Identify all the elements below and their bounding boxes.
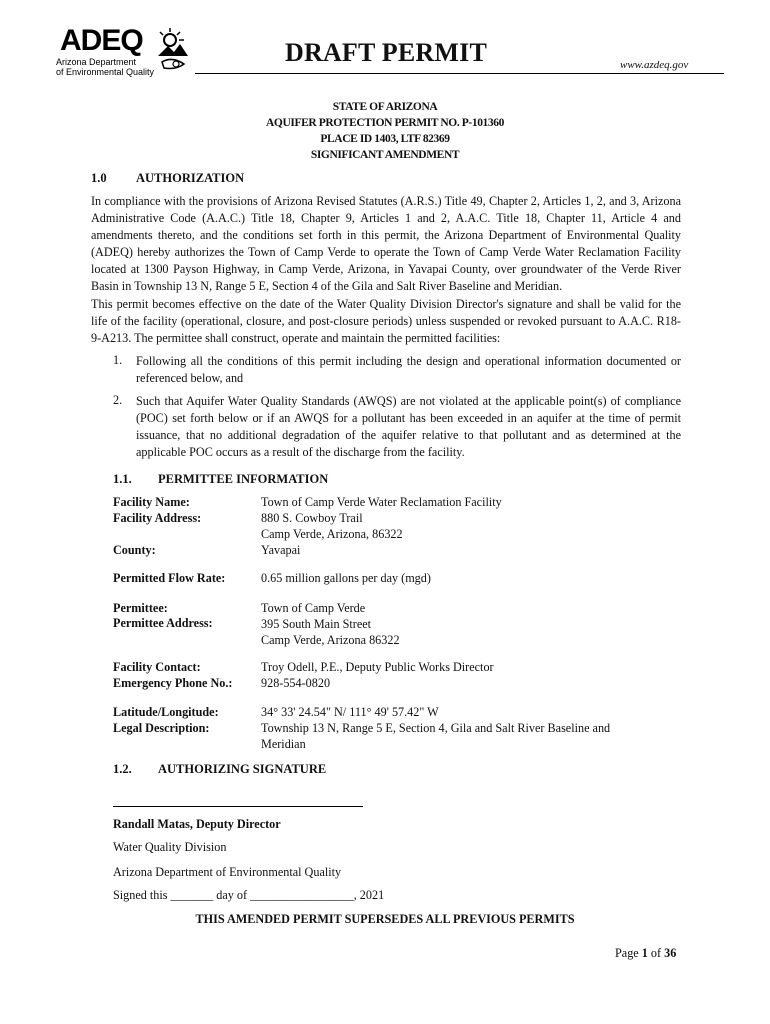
signatory-department: Arizona Department of Environmental Quality bbox=[113, 865, 342, 879]
emergency-phone-value: 928-554-0820 bbox=[261, 676, 331, 690]
permittee-value bbox=[261, 600, 681, 648]
list-number: 2. bbox=[113, 393, 123, 407]
website-link[interactable]: www.azdeq.gov bbox=[620, 59, 689, 71]
page-current: 1 bbox=[641, 946, 648, 960]
authorization-paragraph-2: This permit becomes effective on the date of the Water Quality Division Director's signature and shall be valid for the life of the facility (operational, closure, and post-closure periods) unless suspended or revoked pursuant to A.A.C. R18-9-A213. The permittee shall construct, operate and maintain the permitted facilities: bbox=[91, 297, 681, 345]
legal-description-line2: Meridian bbox=[261, 737, 306, 751]
location-value bbox=[261, 704, 681, 752]
signatory-name: Randall Matas, Deputy Director bbox=[113, 817, 281, 831]
logo-subtitle-line1: Arizona Department bbox=[56, 57, 137, 67]
authorization-paragraph-1: In compliance with the provisions of Arizona Revised Statutes (A.R.S.) Title 49, Chapter 2, Articles 1, 2, and 3, Arizona Administrative Code (A.A.C.) Title 18, Chapter 9, Articles 1 and 2, A.A.C. Title 18, Chapter 11, Article 4 and amendments thereto, and the conditions set forth in this permit, the Arizona Department of Environmental Quality (ADEQ) hereby authorizes the Town of Camp Verde to operate the Town of Camp Verde Water Reclamation Facility located at 1300 Payson Highway, in Camp Verde, Arizona, in Yavapai County, over groundwater of the Verde River Basin in Township 13 N, Range 5 E, Section 4 of the Gila and Salt River Baseline and Meridian. bbox=[91, 194, 681, 293]
county-value: Yavapai bbox=[261, 543, 301, 557]
latlong-value: 34° 33' 24.54" N/ 111° 49' 57.42" W bbox=[261, 705, 439, 719]
facility-name-value bbox=[261, 494, 681, 558]
emergency-phone-label: Emergency Phone No.: bbox=[113, 676, 233, 690]
signature-line[interactable] bbox=[113, 806, 363, 807]
facility-name-text: Town of Camp Verde Water Reclamation Facility bbox=[261, 495, 502, 509]
title-line-place-id: PLACE ID 1403, LTF 82369 bbox=[320, 133, 450, 145]
section-permittee-heading bbox=[113, 472, 328, 487]
permittee-address-label: Permittee Address: bbox=[113, 616, 213, 630]
list-number: 1. bbox=[113, 353, 123, 367]
section-number: 1.2. bbox=[113, 762, 132, 776]
section-number: 1.1. bbox=[113, 472, 132, 486]
title-line-permit-number: AQUIFER PROTECTION PERMIT NO. P-101360 bbox=[266, 117, 504, 129]
facility-address-label: Facility Address: bbox=[113, 511, 202, 525]
section-signature-heading bbox=[113, 762, 326, 777]
page-title: DRAFT PERMIT bbox=[285, 38, 487, 67]
latlong-label: Latitude/Longitude: bbox=[113, 705, 219, 719]
section-title: AUTHORIZATION bbox=[136, 171, 245, 185]
section-title: PERMITTEE INFORMATION bbox=[158, 472, 329, 486]
facility-address-line1: 880 S. Cowboy Trail bbox=[261, 511, 363, 525]
page-of: of bbox=[650, 946, 662, 960]
sun-mountain-icon bbox=[154, 26, 190, 72]
section-title: AUTHORIZING SIGNATURE bbox=[158, 762, 327, 776]
title-line-amendment: SIGNIFICANT AMENDMENT bbox=[310, 149, 460, 161]
permit-title-block bbox=[0, 99, 770, 163]
county-label: County: bbox=[113, 543, 156, 557]
contact-value bbox=[261, 659, 681, 691]
page-number bbox=[615, 946, 676, 961]
list-item: Following all the conditions of this permit including the design and operational information documented or referenced below, and bbox=[136, 354, 681, 385]
supersedes-notice: THIS AMENDED PERMIT SUPERSEDES ALL PREVIOUS PERMITS bbox=[195, 912, 575, 926]
flow-rate-value: 0.65 million gallons per day (mgd) bbox=[261, 571, 431, 585]
list-item: Such that Aquifer Water Quality Standards (AWQS) are not violated at the applicable point(s) of compliance (POC) set forth below or if an AWQS for a pollutant has been exceeded in an aquifer at the time of permit issuance, that no additional degradation of the aquifer relative to that pollutant and as determined at the applicable POC occurs as a result of the discharge from the facility. bbox=[136, 394, 681, 459]
facility-name-label: Facility Name: bbox=[113, 495, 190, 509]
permittee-address-line2: Camp Verde, Arizona 86322 bbox=[261, 633, 400, 647]
page-label: Page bbox=[615, 946, 639, 960]
logo-wordmark: ADEQ bbox=[60, 24, 143, 57]
logo-subtitle-line2: of Environmental Quality bbox=[56, 67, 155, 77]
facility-contact-value: Troy Odell, P.E., Deputy Public Works Director bbox=[261, 660, 494, 674]
section-authorization-heading bbox=[91, 171, 244, 186]
legal-description-label: Legal Description: bbox=[113, 721, 210, 735]
page-total: 36 bbox=[664, 946, 677, 960]
facility-contact-label: Facility Contact: bbox=[113, 660, 201, 674]
permittee-label: Permittee: bbox=[113, 601, 168, 615]
permittee-name: Town of Camp Verde bbox=[261, 601, 366, 615]
header-divider bbox=[195, 73, 724, 74]
facility-address-line2: Camp Verde, Arizona, 86322 bbox=[261, 527, 403, 541]
adeq-logo bbox=[54, 24, 194, 76]
legal-description-line1: Township 13 N, Range 5 E, Section 4, Gila and Salt River Baseline and bbox=[261, 721, 611, 735]
signatory-division: Water Quality Division bbox=[113, 840, 227, 854]
signed-date-line[interactable]: Signed this _______ day of _________________, 2021 bbox=[113, 888, 385, 902]
permittee-address-line1: 395 South Main Street bbox=[261, 617, 372, 631]
flow-rate-label: Permitted Flow Rate: bbox=[113, 571, 226, 585]
section-number: 1.0 bbox=[91, 171, 107, 185]
title-line-state: STATE OF ARIZONA bbox=[332, 101, 438, 113]
